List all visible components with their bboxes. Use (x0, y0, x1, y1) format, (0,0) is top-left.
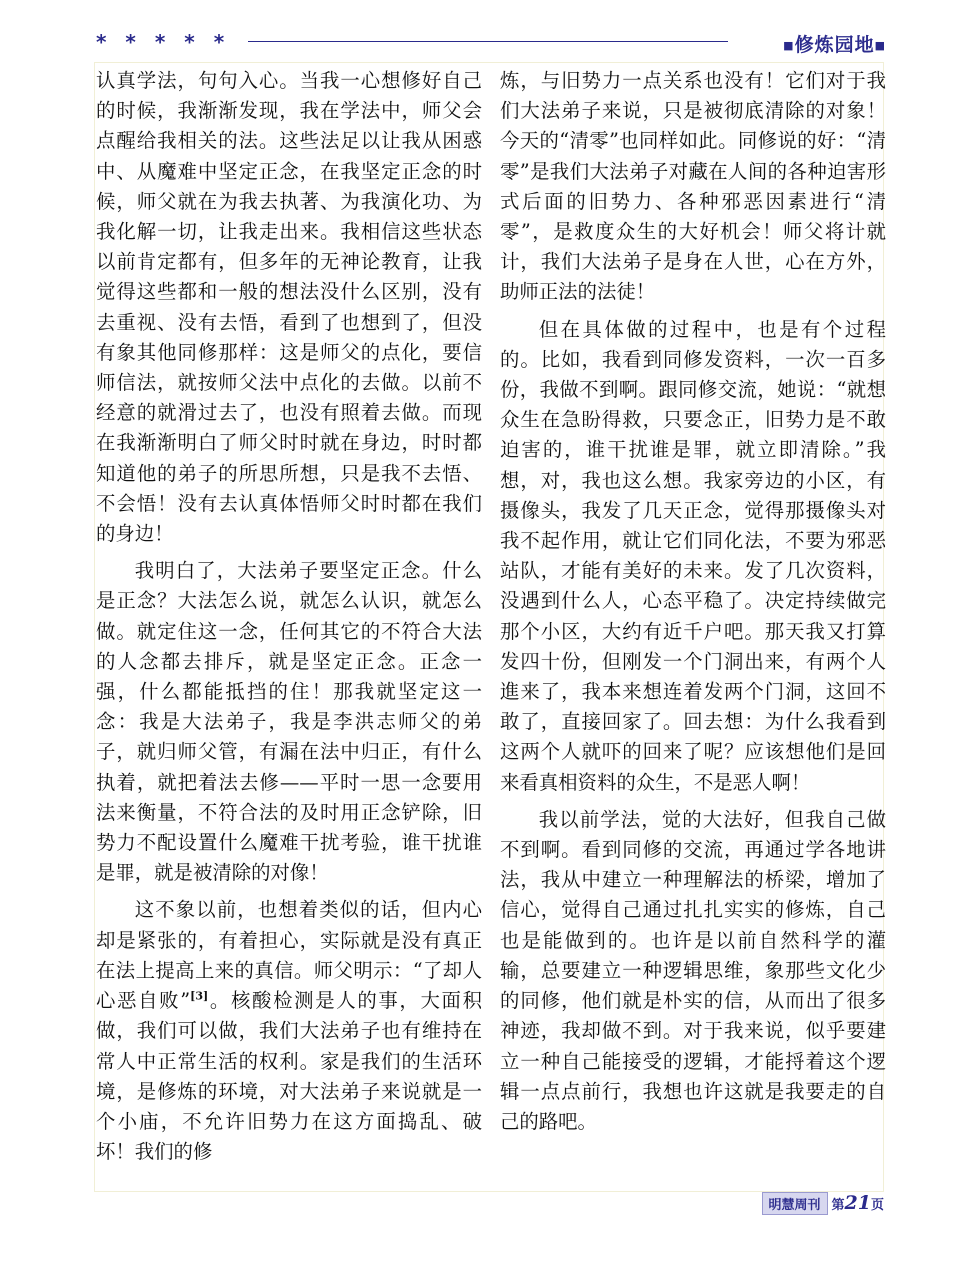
footnote-reference: [3] (190, 989, 209, 1003)
page-number-label (832, 1192, 884, 1214)
section-title-text: 修炼园地 (794, 34, 875, 56)
paragraph-text: 。核酸检测是人的事，大面积做，我们可以做，我们大法弟子也有维持在常人中正常生活的权利。家是我们的生活环境，是修炼的环境，对大法弟子来说就是一个小庙，不允许旧势力在这方面捣乱、破坏！我们的修 (96, 989, 482, 1164)
square-bullet-icon: ■ (874, 39, 886, 52)
right-column (500, 66, 886, 1144)
paragraph (96, 895, 482, 1167)
section-title (783, 30, 886, 57)
paragraph: 认真学法，句句入心。当我一心想修好自己的时候，我渐渐发现，我在学法中，师父会点醒给我相关的法。这些法足以让我从困惑中、从魔难中坚定正念，在我坚定正念的时候，师父就在为我去执著、为我演化功、为我化解一切，让我走出来。我相信这些状态以前肯定都有，但多年的无神论教育，让我觉得这些都和一般的想法没什么区别，没有去重视、没有去悟，看到了也想到了，但没有象其他同修那样：这是师父的点化，要信师信法，就按师父法中点化的去做。以前不经意的就滑过去了，也没有照着去做。而现在我渐渐明白了师父时时就在身边，时时都知道他的弟子的所思所想，只是我不去悟、不会悟！没有去认真体悟师父时时都在我们的身边！ (96, 69, 482, 546)
paragraph: 炼，与旧势力一点关系也没有！它们对于我们大法弟子来说，只是被彻底清除的对象！今天的“清零”也同样如此。同修说的好：“清零”是我们大法弟子对藏在人间的各种迫害形式后面的旧势力、各种邪恶因素进行“清零”，是救度众生的大好机会！师父将计就计，我们大法弟子是身在人世，心在方外，助师正法的法徒！ (500, 69, 886, 304)
header-stars: * * * * * (96, 30, 231, 54)
header-rule (248, 41, 728, 42)
page-number: 21 (844, 1192, 871, 1214)
paragraph: 我明白了，大法弟子要坚定正念。什么是正念？大法怎么说，就怎么认识，就怎么做。就定住这一念，任何其它的不符合大法的人念都去排斥，就是坚定正念。正念一强，什么都能抵挡的住！那我就坚定这一念：我是大法弟子，我是李洪志师父的弟子，就归师父管，有漏在法中归正，有什么执着，就把着法去修——平时一思一念要用法来衡量，不符合法的及时用正念铲除，旧势力不配设置什么魔难干扰考验，谁干扰谁是罪，就是被清除的对像！ (96, 559, 482, 885)
paragraph-text: 这不象以前，也想着类似的话，但内心却是紧张的，有着担心，实际就是没有真正在法上提高上来的真信。师父明示：“了却人心恶自败” (96, 898, 482, 1013)
page-footer (762, 1193, 885, 1213)
page-suffix: 页 (870, 1198, 884, 1213)
square-bullet-icon: ■ (783, 39, 795, 52)
journal-name: 明慧周刊 (762, 1192, 828, 1215)
page-prefix: 第 (831, 1198, 845, 1213)
paragraph: 但在具体做的过程中，也是有个过程的。比如，我看到同修发资料，一次一百多份，我做不到啊。跟同修交流，她说：“就想众生在急盼得救，只要念正，旧势力是不敢迫害的，谁干扰谁是罪，就立即清除。”我想，对，我也这么想。我家旁边的小区，有摄像头，我发了几天正念，觉得那摄像头对我不起作用，就让它们同化法，不要为邪恶站队，才能有美好的未来。发了几次资料，没遇到什么人，心态平稳了。决定持续做完那个小区，大约有近千户吧。那天我又打算发四十份，但刚发一个门洞出来，有两个人進来了，我本来想连着发两个门洞，这回不敢了，直接回家了。回去想：为什么我看到这两个人就吓的回来了呢？应该想他们是回来看真相资料的众生，不是恶人啊！ (500, 317, 886, 794)
page-header (96, 30, 886, 58)
left-column (96, 66, 482, 1174)
paragraph: 我以前学法，觉的大法好，但我自己做不到啊。看到同修的交流，再通过学各地讲法，我从中建立一种理解法的桥梁，增加了信心，觉得自己通过扎扎实实的修炼，自己也是能做到的。也许是以前自然科学的灌输，总要建立一种逻辑思维，象那些文化少的同修，他们就是朴实的信，从而出了很多神迹，我却做不到。对于我来说，似乎要建立一种自己能接受的逻辑，才能捋着这个逻辑一点点前行，我想也许这就是我要走的自己的路吧。 (500, 807, 886, 1133)
